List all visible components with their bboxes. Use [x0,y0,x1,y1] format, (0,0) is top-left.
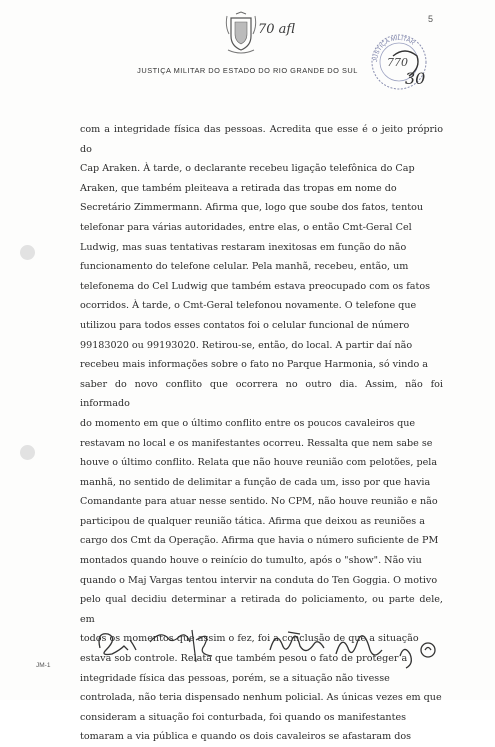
text-line: houve o último conflito. Relata que não houve reunião com pelotões, pela [80,457,438,469]
text-line: telefonar para várias autoridades, entre elas, o então Cmt-Geral Cel [80,221,412,233]
text-line: cargo dos Cmt da Operação. Afirma que havia o número suficiente de PM [80,535,439,547]
page-number: 5 [428,14,434,24]
text-line: todos os momentos que assim o fez, foi a conclusão de que a situação [80,633,419,645]
signature-2 [150,630,212,662]
form-code: JM-1 [36,662,51,669]
text-line: utilizou para todos esses contatos foi o celular funcional de número [80,319,410,331]
punch-hole [20,445,35,460]
text-line: Cap Araken. À tarde, o declarante recebeu ligação telefônica do Cap [80,163,415,175]
text-line: consideram a situação foi conturbada, foi quando os manifestantes [80,711,407,723]
text-line: restavam no local e os manifestantes ocorreu. Ressalta que nem sabe se [80,437,433,449]
institution-header: JUSTIÇA MILITAR DO ESTADO DO RIO GRANDE DO SUL [137,66,358,75]
signature-4 [336,636,382,655]
text-line: manhã, no sentido de delimitar a função de cada um, isso por que havia [80,476,431,488]
signature-3 [270,632,324,651]
punch-hole [20,245,35,260]
text-line: Araken, que também pleiteava a retirada das tropas em nome do [80,182,397,194]
coat-of-arms-icon [223,12,259,54]
signatures [0,610,495,690]
stamp-handwritten-number: 770 [387,56,408,69]
stamp-scribble: 30 [405,69,426,88]
signature-5 [400,643,435,668]
text-line: quando o Maj Vargas tentou intervir na conduta do Ten Goggia. O motivo [80,574,438,586]
text-line: pelo qual decidiu determinar a retirada do policiamento, ou parte dele, em [80,594,443,625]
text-line: ocorridos. À tarde, o Cmt-Geral telefonou novamente. O telefone que [80,300,417,312]
signature-1 [99,634,136,655]
text-line: Ludwig, mas suas tentativas restaram inexitosas em função do não [80,241,407,253]
text-line: funcionamento do telefone celular. Pela manhã, recebeu, então, um [80,261,409,273]
handwritten-folio: 70 afl [258,22,296,37]
official-seal-stamp [365,28,435,98]
text-line: integridade física das pessoas, porém, se a situação não tivesse [80,672,390,684]
text-line: com a integridade física das pessoas. Acredita que esse é o jeito próprio do [80,124,443,155]
text-line: telefonema do Cel Ludwig que também estava preocupado com os fatos [80,280,431,292]
text-line: tomaram a via pública e quando os dois cavaleiros se afastaram dos [80,731,412,743]
text-line: estava sob controle. Relata que também pesou o fato de proteger a [80,653,408,665]
text-line: recebeu mais informações sobre o fato no Parque Harmonia, só vindo a [80,359,429,371]
text-line: participou de qualquer reunião tática. Afirma que deixou as reuniões a [80,515,425,527]
text-line: 99183020 ou 99193020. Retirou-se, então, do local. A partir daí não [80,339,413,351]
text-line: Comandante para atuar nesse sentido. No CPM, não houve reunião e não [80,496,438,508]
text-line: saber do novo conflito que ocorrera no outro dia. Assim, não foi informado [80,378,443,410]
text-line: do momento em que o último conflito entre os poucos cavaleiros que [80,417,416,429]
stamp-text: JUSTIÇA MILITAR [372,35,416,63]
text-line: controlada, não teria dispensado nenhum policial. As únicas vezes em que [80,692,442,704]
text-line: montados quando houve o reinício do tumulto, após o "show". Não viu [80,555,422,567]
text-line: Secretário Zimmermann. Afirma que, logo que soube dos fatos, tentou [80,202,424,214]
